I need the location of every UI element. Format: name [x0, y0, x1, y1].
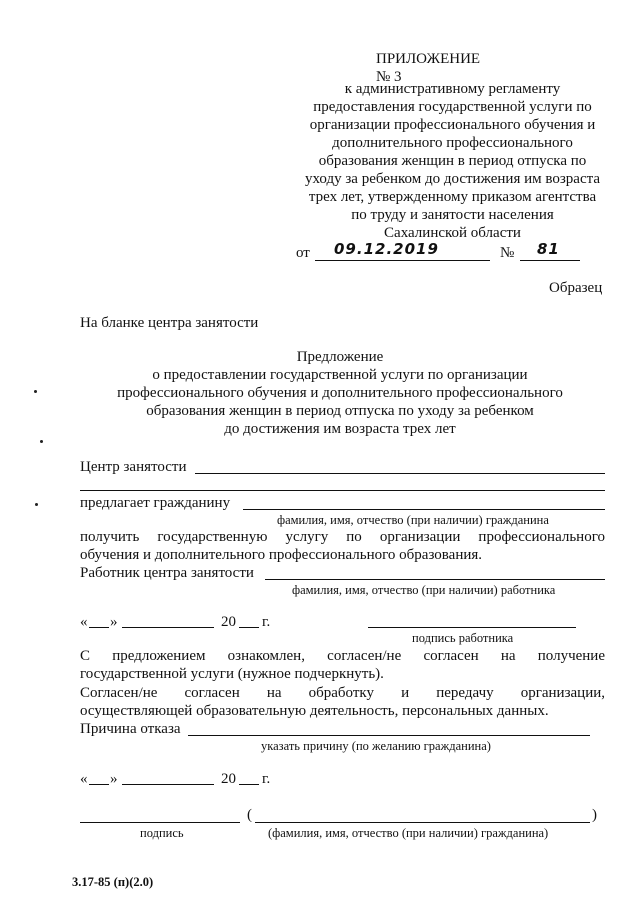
center-field-line[interactable]: [195, 473, 605, 474]
scan-speck: [34, 390, 37, 393]
citizen-name-line[interactable]: [243, 509, 605, 510]
appendix-title: ПРИЛОЖЕНИЕ № 3: [376, 51, 481, 85]
appendix-line: дополнительного профессионального: [332, 135, 573, 151]
worker-signature-caption: подпись работника: [412, 631, 514, 645]
appendix-text: [285, 80, 620, 242]
appendix-line: к административному регламенту: [344, 81, 561, 97]
citizen-fio-caption: (фамилия, имя, отчество (при наличии) гражданина): [268, 826, 549, 840]
offers-label: предлагает гражданину: [80, 495, 231, 511]
number-underline: [520, 260, 580, 261]
year-suffix: г.: [262, 614, 271, 630]
center-label: Центр занятости: [80, 459, 187, 475]
scan-speck: [40, 440, 43, 443]
receive-text-line-1: получить государственную услугу по организации профессионального: [80, 529, 605, 545]
letterhead-note: На бланке центра занятости: [80, 315, 259, 331]
sample-label: Образец: [549, 280, 603, 296]
form-code: 3.17-85 (п)(2.0): [72, 875, 154, 889]
appendix-line: образования женщин в период отпуска по: [318, 153, 587, 169]
handwritten-date: 09.12.2019: [334, 240, 439, 258]
handwritten-number: 81: [537, 240, 560, 258]
consent-text-line-1: Согласен/не согласен на обработку и передачу организации,: [80, 685, 605, 701]
year-prefix: 20: [221, 614, 236, 630]
month-field-line[interactable]: [122, 627, 214, 628]
open-paren: (: [247, 807, 252, 823]
worker-name-line[interactable]: [265, 579, 605, 580]
date-underline: [315, 260, 490, 261]
day-field-line[interactable]: [89, 627, 109, 628]
year-prefix: 20: [221, 771, 236, 787]
year-field-line[interactable]: [239, 627, 259, 628]
date-close-quote: »: [110, 771, 118, 787]
heading-line: до достижения им возраста трех лет: [224, 421, 456, 437]
worker-signature-line[interactable]: [368, 627, 576, 628]
day-field-line[interactable]: [89, 784, 109, 785]
consent-text-line-2: осуществляющей образовательную деятельность, персональных данных.: [80, 703, 549, 719]
heading-line: Предложение: [296, 349, 384, 365]
date-open-quote: «: [80, 771, 88, 787]
center-field-line-2[interactable]: [80, 490, 605, 491]
close-paren: ): [592, 807, 597, 823]
document-heading: [60, 348, 620, 438]
date-close-quote: »: [110, 614, 118, 630]
citizen-fio-line[interactable]: [255, 822, 590, 823]
year-suffix: г.: [262, 771, 271, 787]
appendix-line: организации профессионального обучения и: [309, 117, 596, 133]
appendix-line: уходу за ребенком до достижения им возраста: [304, 171, 600, 187]
signature-caption: подпись: [140, 826, 184, 840]
appendix-line: предоставления государственной услуги по: [313, 99, 592, 115]
receive-text-line-2: обучения и дополнительного профессионального образования.: [80, 547, 483, 563]
familiar-text-line-2: государственной услуги (нужное подчеркнуть).: [80, 666, 384, 682]
heading-line: образования женщин в период отпуска по уходу за ребенком: [146, 403, 534, 419]
refusal-label: Причина отказа: [80, 721, 181, 737]
familiar-text-line-1: С предложением ознакомлен, согласен/не согласен на получение: [80, 648, 605, 664]
year-field-line[interactable]: [239, 784, 259, 785]
refusal-reason-caption: указать причину (по желанию гражданина): [261, 739, 491, 753]
appendix-line: Сахалинской области: [384, 225, 521, 241]
appendix-line: по труду и занятости населения: [351, 207, 554, 223]
from-label: от: [296, 245, 310, 261]
appendix-line: трех лет, утвержденному приказом агентства: [308, 189, 597, 205]
heading-line: о предоставлении государственной услуги по организации: [152, 367, 528, 383]
month-field-line[interactable]: [122, 784, 214, 785]
number-label: №: [500, 245, 515, 261]
heading-line: профессионального обучения и дополнительного профессионального: [117, 385, 563, 401]
citizen-name-caption: фамилия, имя, отчество (при наличии) гражданина: [277, 513, 549, 527]
refusal-reason-line[interactable]: [188, 735, 590, 736]
scan-speck: [35, 503, 38, 506]
worker-name-caption: фамилия, имя, отчество (при наличии) работника: [292, 583, 556, 597]
date-open-quote: «: [80, 614, 88, 630]
worker-label: Работник центра занятости: [80, 565, 254, 581]
citizen-signature-line[interactable]: [80, 822, 240, 823]
